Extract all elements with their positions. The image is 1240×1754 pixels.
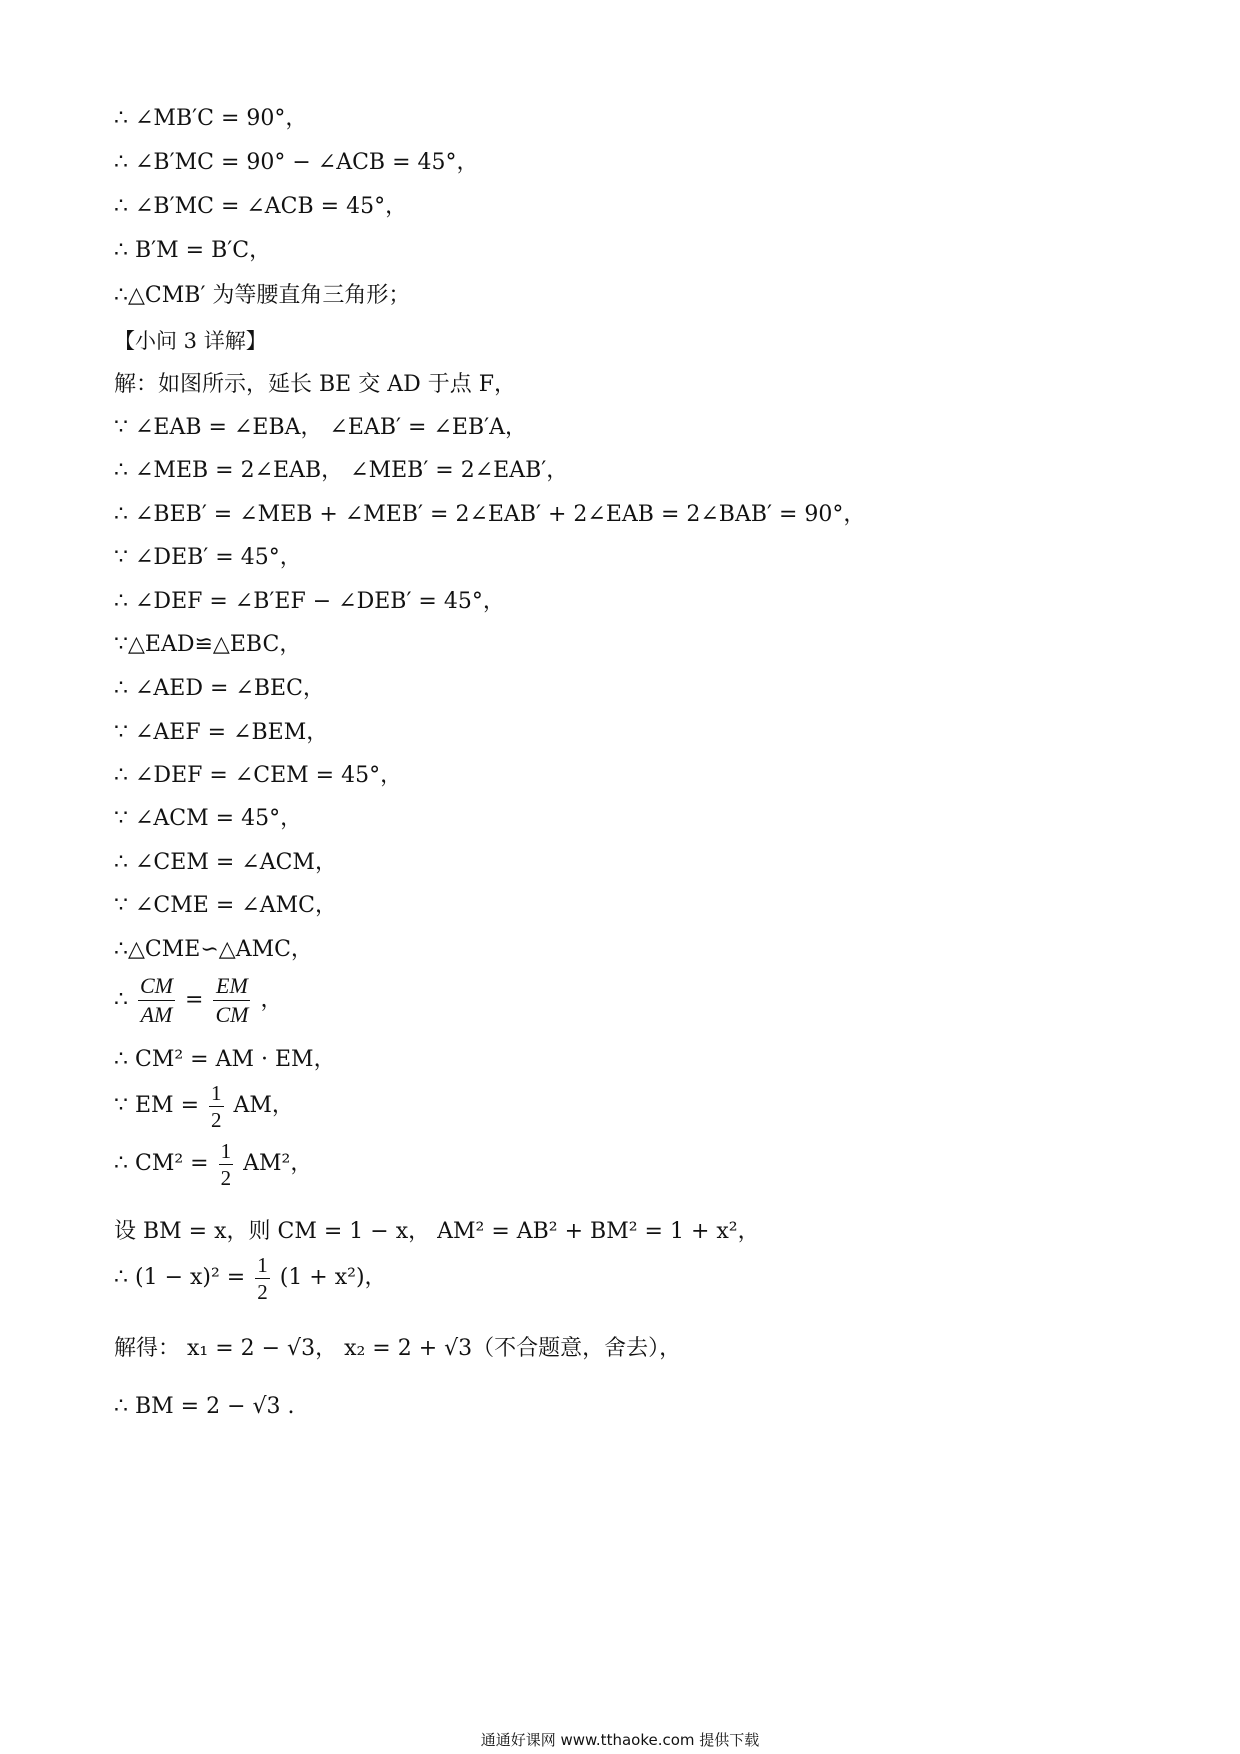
section-heading: 【小问 3 详解】	[114, 329, 267, 353]
proof-line-20: ∴△CME∽△AMC，	[114, 937, 313, 962]
proof-line-19: ∵ ∠CME = ∠AMC，	[114, 893, 337, 918]
fraction-numerator: 1	[257, 1252, 268, 1277]
proof-line-16: ∴ ∠DEF = ∠CEM = 45°，	[114, 763, 403, 788]
fraction-one-half	[219, 1138, 234, 1191]
em-suffix: AM，	[233, 1093, 294, 1118]
equation-line	[114, 1250, 387, 1306]
equals-sign: =	[185, 987, 204, 1013]
fraction-one-half	[209, 1080, 224, 1133]
proof-line-4: ∴ B′M = B′C，	[114, 238, 272, 263]
proof-line-18: ∴ ∠CEM = ∠ACM，	[114, 850, 337, 875]
proof-line-11: ∵ ∠DEB′ = 45°，	[114, 545, 302, 570]
proof-line-1: ∴ ∠MB′C = 90°，	[114, 106, 308, 131]
fraction-denominator: CM	[215, 1002, 249, 1027]
proof-line-5: ∴△CMB′ 为等腰直角三角形；	[114, 283, 411, 308]
proof-line-3: ∴ ∠B′MC = ∠ACB = 45°，	[114, 194, 408, 219]
cm-squared-half-line	[114, 1136, 312, 1192]
proof-line-14: ∴ ∠AED = ∠BEC，	[114, 676, 325, 701]
fraction-denominator: 2	[257, 1279, 268, 1304]
proof-line-final: ∴ BM = 2 − √3 .	[114, 1394, 295, 1419]
proof-line-set-bm: 设 BM = x，则 CM = 1 − x， AM² = AB² + BM² = 1 + x²，	[114, 1219, 760, 1244]
proof-line-2: ∴ ∠B′MC = 90° − ∠ACB = 45°，	[114, 150, 479, 175]
em-prefix: ∵ EM =	[114, 1093, 200, 1118]
cm2-prefix: ∴ CM² =	[114, 1151, 209, 1176]
fraction-numerator: 1	[211, 1080, 222, 1105]
fraction-numerator: CM	[138, 972, 175, 1001]
proportion-suffix: ，	[260, 987, 283, 1013]
proof-line-solution: 解得： x₁ = 2 − √3， x₂ = 2 + √3（不合题意，舍去），	[114, 1336, 682, 1361]
proportion-line	[114, 972, 282, 1029]
fraction-one-half	[255, 1252, 270, 1305]
proof-line-15: ∵ ∠AEF = ∠BEM，	[114, 720, 329, 745]
fraction-cm-am	[138, 972, 175, 1029]
equation-suffix: (1 + x²)，	[279, 1265, 387, 1290]
cm2-suffix: AM²，	[243, 1151, 313, 1176]
fraction-em-cm	[213, 972, 250, 1029]
proportion-prefix: ∴	[114, 987, 128, 1013]
proof-line-17: ∵ ∠ACM = 45°，	[114, 806, 303, 831]
fraction-numerator: EM	[213, 972, 250, 1001]
fraction-numerator: 1	[220, 1138, 232, 1163]
fraction-denominator: 2	[220, 1165, 232, 1190]
equation-prefix: ∴ (1 − x)² =	[114, 1265, 246, 1290]
fraction-denominator: AM	[140, 1002, 173, 1027]
em-half-line	[114, 1078, 294, 1134]
proof-line-cm-squared: ∴ CM² = AM · EM，	[114, 1047, 336, 1072]
proof-line-8: ∵ ∠EAB = ∠EBA， ∠EAB′ = ∠EB′A，	[114, 415, 528, 440]
page-footer: 通通好课网 www.tthaoke.com 提供下载	[480, 1731, 760, 1749]
proof-line-12: ∴ ∠DEF = ∠B′EF − ∠DEB′ = 45°，	[114, 589, 505, 614]
fraction-denominator: 2	[211, 1107, 222, 1132]
proof-line-10: ∴ ∠BEB′ = ∠MEB + ∠MEB′ = 2∠EAB′ + 2∠EAB = 2∠BAB′ = 90°，	[114, 502, 866, 527]
proof-line-9: ∴ ∠MEB = 2∠EAB， ∠MEB′ = 2∠EAB′，	[114, 458, 569, 483]
proof-line-7: 解：如图所示，延长 BE 交 AD 于点 F，	[114, 372, 516, 397]
proof-line-13: ∵△EAD≌△EBC，	[114, 632, 302, 657]
